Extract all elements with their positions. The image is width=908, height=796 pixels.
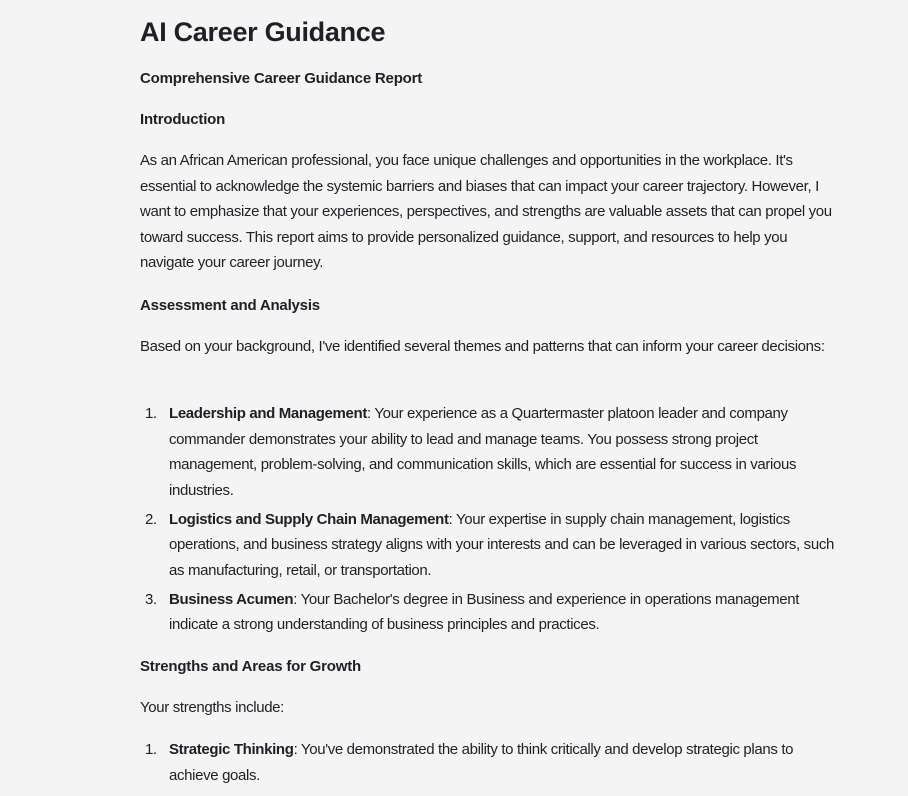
list-item-text: : Your expertise in supply chain management, logistics operations, and business strategy aligns with your interests and can be leveraged in various sectors, such as manufacturing, retail, or transportation. <box>169 510 834 579</box>
page-title: AI Career Guidance <box>140 17 386 47</box>
list-item <box>140 401 840 503</box>
list-item-label: Leadership and Management <box>169 405 367 422</box>
list-item-text: : Your Bachelor's degree in Business and experience in operations management indicate a strong understanding of business principles and practices. <box>169 590 800 633</box>
assessment-list-block <box>140 401 840 641</box>
list-item-number: 3. <box>145 590 157 608</box>
list-item-label: Logistics and Supply Chain Management <box>169 510 449 528</box>
assessment-heading: Assessment and Analysis <box>140 297 320 314</box>
strengths-paragraph: Your strengths include: <box>140 699 284 716</box>
introduction-paragraph-block <box>140 148 840 276</box>
list-item-number: 1. <box>145 405 157 422</box>
list-item-number: 2. <box>145 510 157 528</box>
assessment-list <box>140 401 840 638</box>
report-title-block <box>140 66 840 92</box>
introduction-section <box>140 107 840 133</box>
strengths-heading: Strengths and Areas for Growth <box>140 658 361 675</box>
list-item-text: : You've demonstrated the ability to think critically and develop strategic plans to achieve goals. <box>169 741 794 784</box>
assessment-paragraph: Based on your background, I've identified several themes and patterns that can inform your career decisions: <box>140 338 825 355</box>
list-item-number: 1. <box>145 741 157 758</box>
report-title: Comprehensive Career Guidance Report <box>140 70 423 87</box>
assessment-heading-block <box>140 293 840 319</box>
assessment-paragraph-block <box>140 334 840 360</box>
list-item <box>140 507 840 584</box>
list-item-text: : Your experience as a Quartermaster platoon leader and company commander demonstrates your ability to lead and manage teams. You possess strong project management, problem-solving, and communication skills, which are essential for success in various industries. <box>169 405 797 499</box>
list-item <box>140 587 840 638</box>
introduction-heading: Introduction <box>140 111 226 128</box>
list-item <box>140 737 840 788</box>
strengths-paragraph-block <box>140 695 840 721</box>
list-item-label: Business Acumen <box>169 590 294 608</box>
strengths-list <box>140 737 840 788</box>
strengths-heading-block <box>140 654 840 680</box>
list-item-label: Strategic Thinking <box>169 741 294 758</box>
strengths-list-block <box>140 737 840 792</box>
introduction-paragraph: As an African American professional, you face unique challenges and opportunities in the workplace. It's essential to acknowledge the systemic barriers and biases that can impact your career trajectory. However, I want to emphasize that your experiences, perspectives, and strengths are valuable assets that can propel you toward success. This report aims to provide personalized guidance, support, and resources to help you navigate your career journey. <box>140 152 832 271</box>
